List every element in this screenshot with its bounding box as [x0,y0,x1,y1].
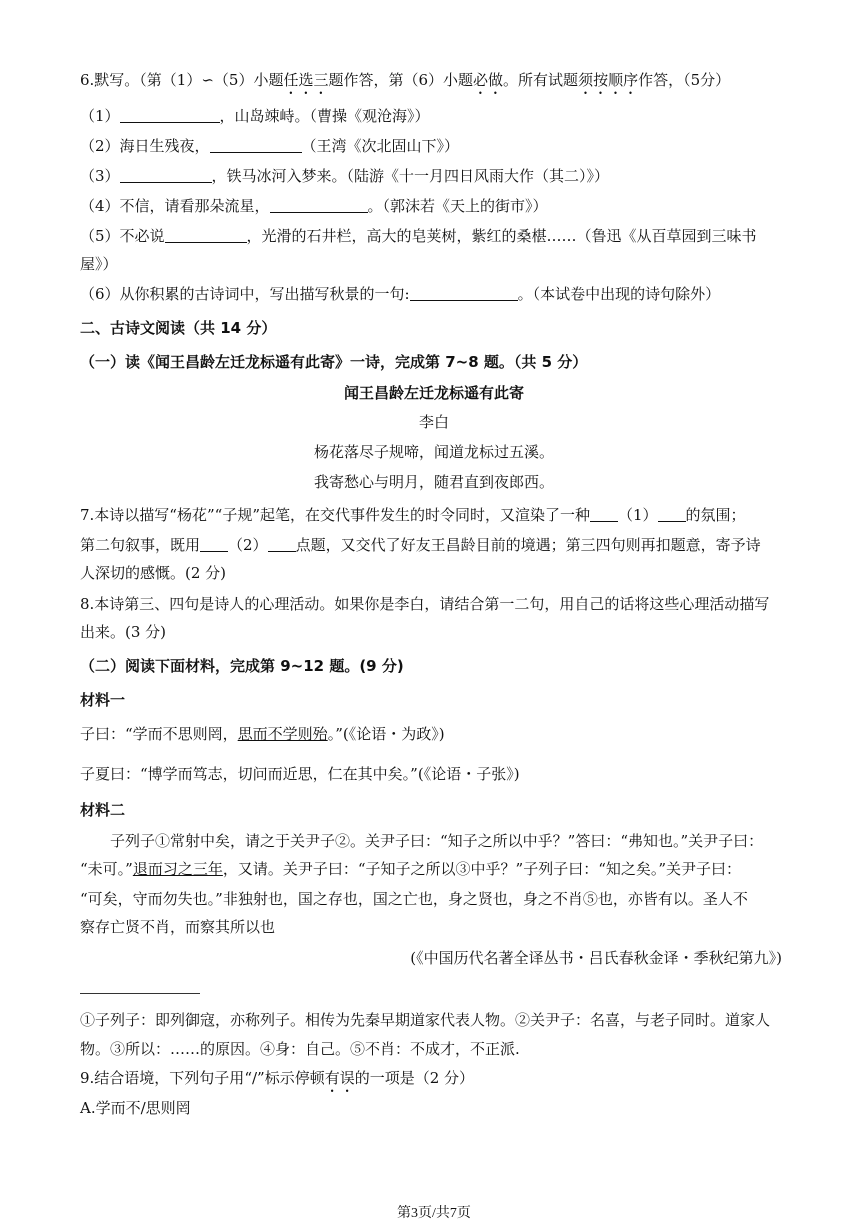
q7-line-3: 人深切的感慨。(2 分) [80,564,227,582]
poem-line-2: 我寄愁心与明月，随君直到夜郎西。 [313,473,554,491]
answer-blank[interactable] [120,106,220,123]
q9-option-a[interactable]: A.学而不/思则罔 [80,1099,191,1117]
footnote-divider [80,993,200,994]
answer-blank[interactable] [200,535,228,552]
emphasis-text: 必做 [473,71,504,89]
material-1-line-2: 子夏曰：“博学而笃志，切问而近思，仁在其中矣。”(《论语・子张》) [80,765,520,783]
answer-blank[interactable] [120,166,212,183]
material-2-title: 材料二 [80,801,126,819]
q6-item-6: （6）从你积累的古诗词中，写出描写秋景的一句: 。（本试卷中出现的诗句除外） [80,285,721,303]
material-1-line-1: 子曰：“学而不思则罔，思而不学则殆。”(《论语・为政》) [80,725,445,743]
material-2-line-2: “未可。”退而习之三年，又请。关尹子曰：“子知子之所以③中乎？”子列子曰：“知之矣。”关尹子曰： [80,860,742,878]
q8-line-1: 8.本诗第三、四句是诗人的心理活动。如果你是李白，请结合第一二句，用自己的话将这些心理活动描写 [80,595,770,613]
poem-title: 闻王昌龄左迁龙标遥有此寄 [343,384,524,402]
poem-line-1: 杨花落尽子规啼，闻道龙标过五溪。 [313,443,554,461]
q6-item-1: （1） ，山岛竦峙。（曹操《观沧海》） [80,107,430,125]
answer-blank[interactable] [165,226,247,243]
part2-title: （二）阅读下面材料，完成第 9~12 题。(9 分) [80,657,404,675]
q6-item-4: （4）不信，请看那朵流星， 。（郭沫若《天上的街市》） [80,197,548,215]
material-2-source: (《中国历代名著全译丛书・吕氏春秋金译・季秋纪第九》) [410,949,782,967]
page-number: 第3页/共7页 [397,1206,471,1221]
answer-blank[interactable] [590,505,618,522]
poem-author: 李白 [418,413,449,431]
underlined-text: 思而不学则殆 [237,725,328,743]
answer-blank[interactable] [658,505,686,522]
answer-blank[interactable] [210,136,302,153]
footnote-line-2: 物。③所以：……的原因。④身：自己。⑤不肖：不成才，不正派. [80,1040,520,1058]
section-title: 二、古诗文阅读（共 14 分） [80,319,277,337]
answer-blank[interactable] [410,284,518,301]
emphasis-text: 任选三 [283,71,329,89]
q9-stem: 9.结合语境，下列句子用“/”标示停顿有误的一项是（2 分） [80,1069,475,1087]
underlined-text: 退而习之三年 [132,860,223,878]
q6-item-5: （5）不必说 ，光滑的石井栏，高大的皂荚树，紫红的桑椹……（鲁迅《从百草园到三味书 [80,227,757,245]
q6-item-2: （2）海日生残夜， （王湾《次北固山下》） [80,137,460,155]
emphasis-text: 须按顺序 [578,71,639,89]
q6-item-5-cont: 屋》） [80,255,118,273]
material-1-title: 材料一 [80,691,126,709]
material-2-line-3: “可矣，守而勿失也。”非独射也，国之存也，国之亡也，身之贤也，身之不肖⑤也，亦皆有以。圣人不 [80,890,748,908]
q7-line-2: 第二句叙事，既用 （2） 点题，又交代了好友王昌龄目前的境遇；第三四句则再扣题意，寄予诗 [80,536,761,554]
answer-blank[interactable] [270,196,368,213]
footnote-line-1: ①子列子：即列御寇，亦称列子。相传为先秦早期道家代表人物。②关尹子：名喜，与老子同时。道家人 [80,1011,771,1029]
q8-line-2: 出来。(3 分) [80,623,167,641]
answer-blank[interactable] [268,535,296,552]
material-2-line-1: 子列子①常射中矣，请之于关尹子②。关尹子曰：“知子之所以中乎？”答曰：“弗知也。”关尹子曰： [110,832,764,850]
part1-title: （一）读《闻王昌龄左迁龙标遥有此寄》一诗，完成第 7~8 题。（共 5 分） [80,353,588,371]
q6-item-3: （3） ，铁马冰河入梦来。（陆游《十一月四日风雨大作（其二）》） [80,167,610,185]
q6-stem: 6.默写。（第（1）∽（5）小题任选三题作答，第（6）小题必做。所有试题须按顺序作答，（5分） [80,71,731,89]
emphasis-text: 有误 [324,1069,355,1087]
material-2-line-4: 察存亡贤不肖，而察其所以也 [80,918,276,936]
q7-line-1: 7.本诗以描写“杨花”“子规”起笔，在交代事件发生的时令同时，又渲染了一种 （1） 的氛围； [80,506,746,524]
